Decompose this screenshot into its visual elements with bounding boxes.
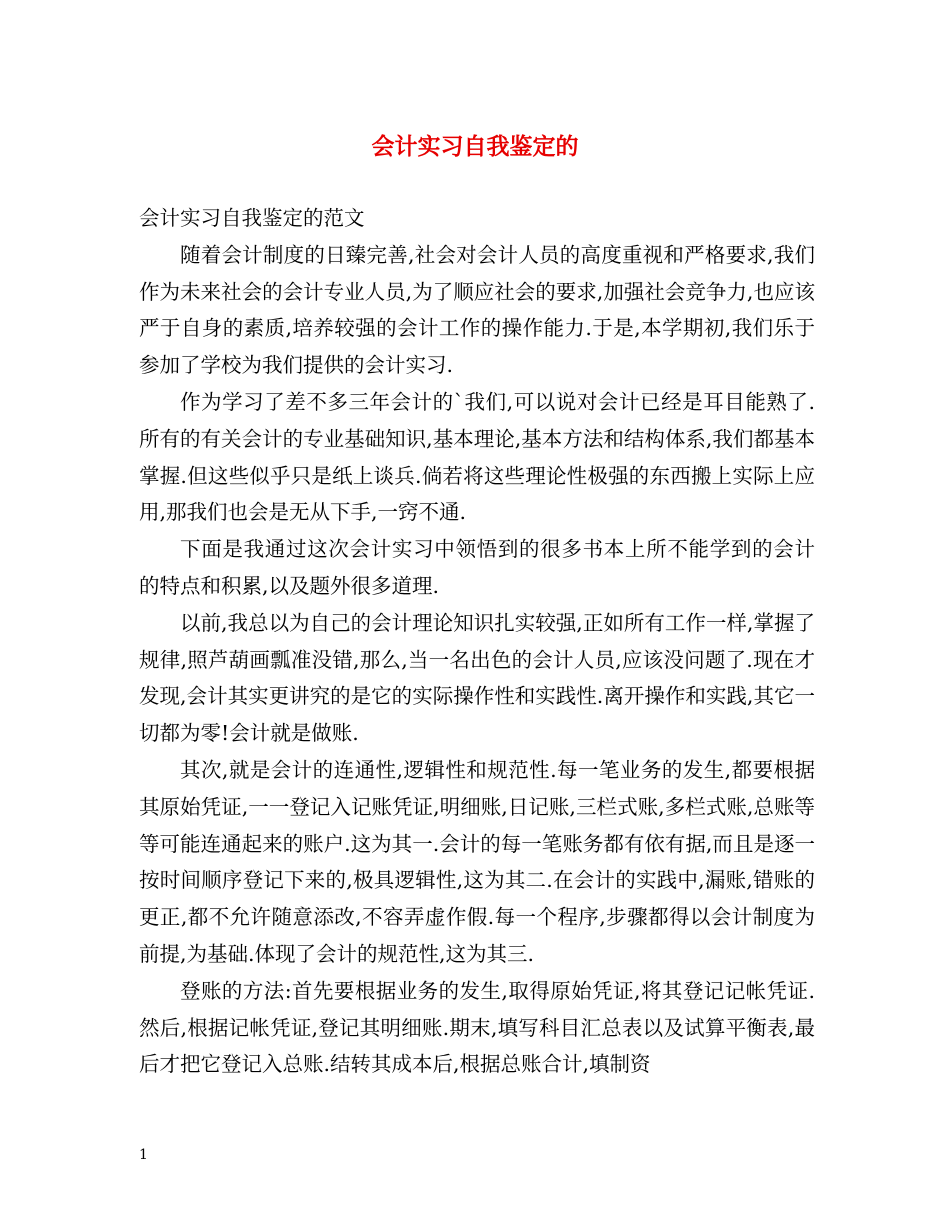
- paragraph-6: 登账的方法:首先要根据业务的发生,取得原始凭证,将其登记记帐凭证.然后,根据记帐凭证,登记其明细账.期末,填写科目汇总表以及试算平衡表,最后才把它登记入总账.结转其成本后,根据总账合计,填制资: [139, 978, 815, 1077]
- paragraph-1: 随着会计制度的日臻完善,社会对会计人员的高度重视和严格要求,我们作为未来社会的会计专业人员,为了顺应社会的要求,加强社会竞争力,也应该严于自身的素质,培养较强的会计工作的操作能力.于是,本学期初,我们乐于参加了学校为我们提供的会计实习.: [139, 242, 815, 378]
- paragraph-3: 下面是我通过这次会计实习中领悟到的很多书本上所不能学到的会计的特点和积累,以及题外很多道理.: [139, 537, 815, 598]
- document-body: [139, 200, 815, 1083]
- paragraph-5: 其次,就是会计的连通性,逻辑性和规范性.每一笔业务的发生,都要根据其原始凭证,一一登记入记账凭证,明细账,日记账,三栏式账,多栏式账,总账等等可能连通起来的账户.这为其一.会计的每一笔账务都有依有据,而且是逐一按时间顺序登记下来的,极具逻辑性,这为其二.在会计的实践中,漏账,错账的更正,都不允许随意添改,不容弄虚作假.每一个程序,步骤都得以会计制度为前提,为基础.体现了会计的规范性,这为其三.: [139, 757, 815, 966]
- paragraph-4: 以前,我总以为自己的会计理论知识扎实较强,正如所有工作一样,掌握了规律,照芦葫画瓢准没错,那么,当一名出色的会计人员,应该没问题了.现在才发现,会计其实更讲究的是它的实际操作性和实践性.离开操作和实践,其它一切都为零!会计就是做账.: [139, 610, 815, 746]
- page-number: 1: [139, 1147, 148, 1163]
- paragraph-2: 作为学习了差不多三年会计的`我们,可以说对会计已经是耳目能熟了.所有的有关会计的专业基础知识,基本理论,基本方法和结构体系,我们都基本掌握.但这些似乎只是纸上谈兵.倘若将这些理论性极强的东西搬上实际上应用,那我们也会是无从下手,一窍不通.: [139, 389, 815, 525]
- document-subtitle: 会计实习自我鉴定的范文: [139, 206, 365, 230]
- document-title: 会计实习自我鉴定的: [371, 133, 579, 160]
